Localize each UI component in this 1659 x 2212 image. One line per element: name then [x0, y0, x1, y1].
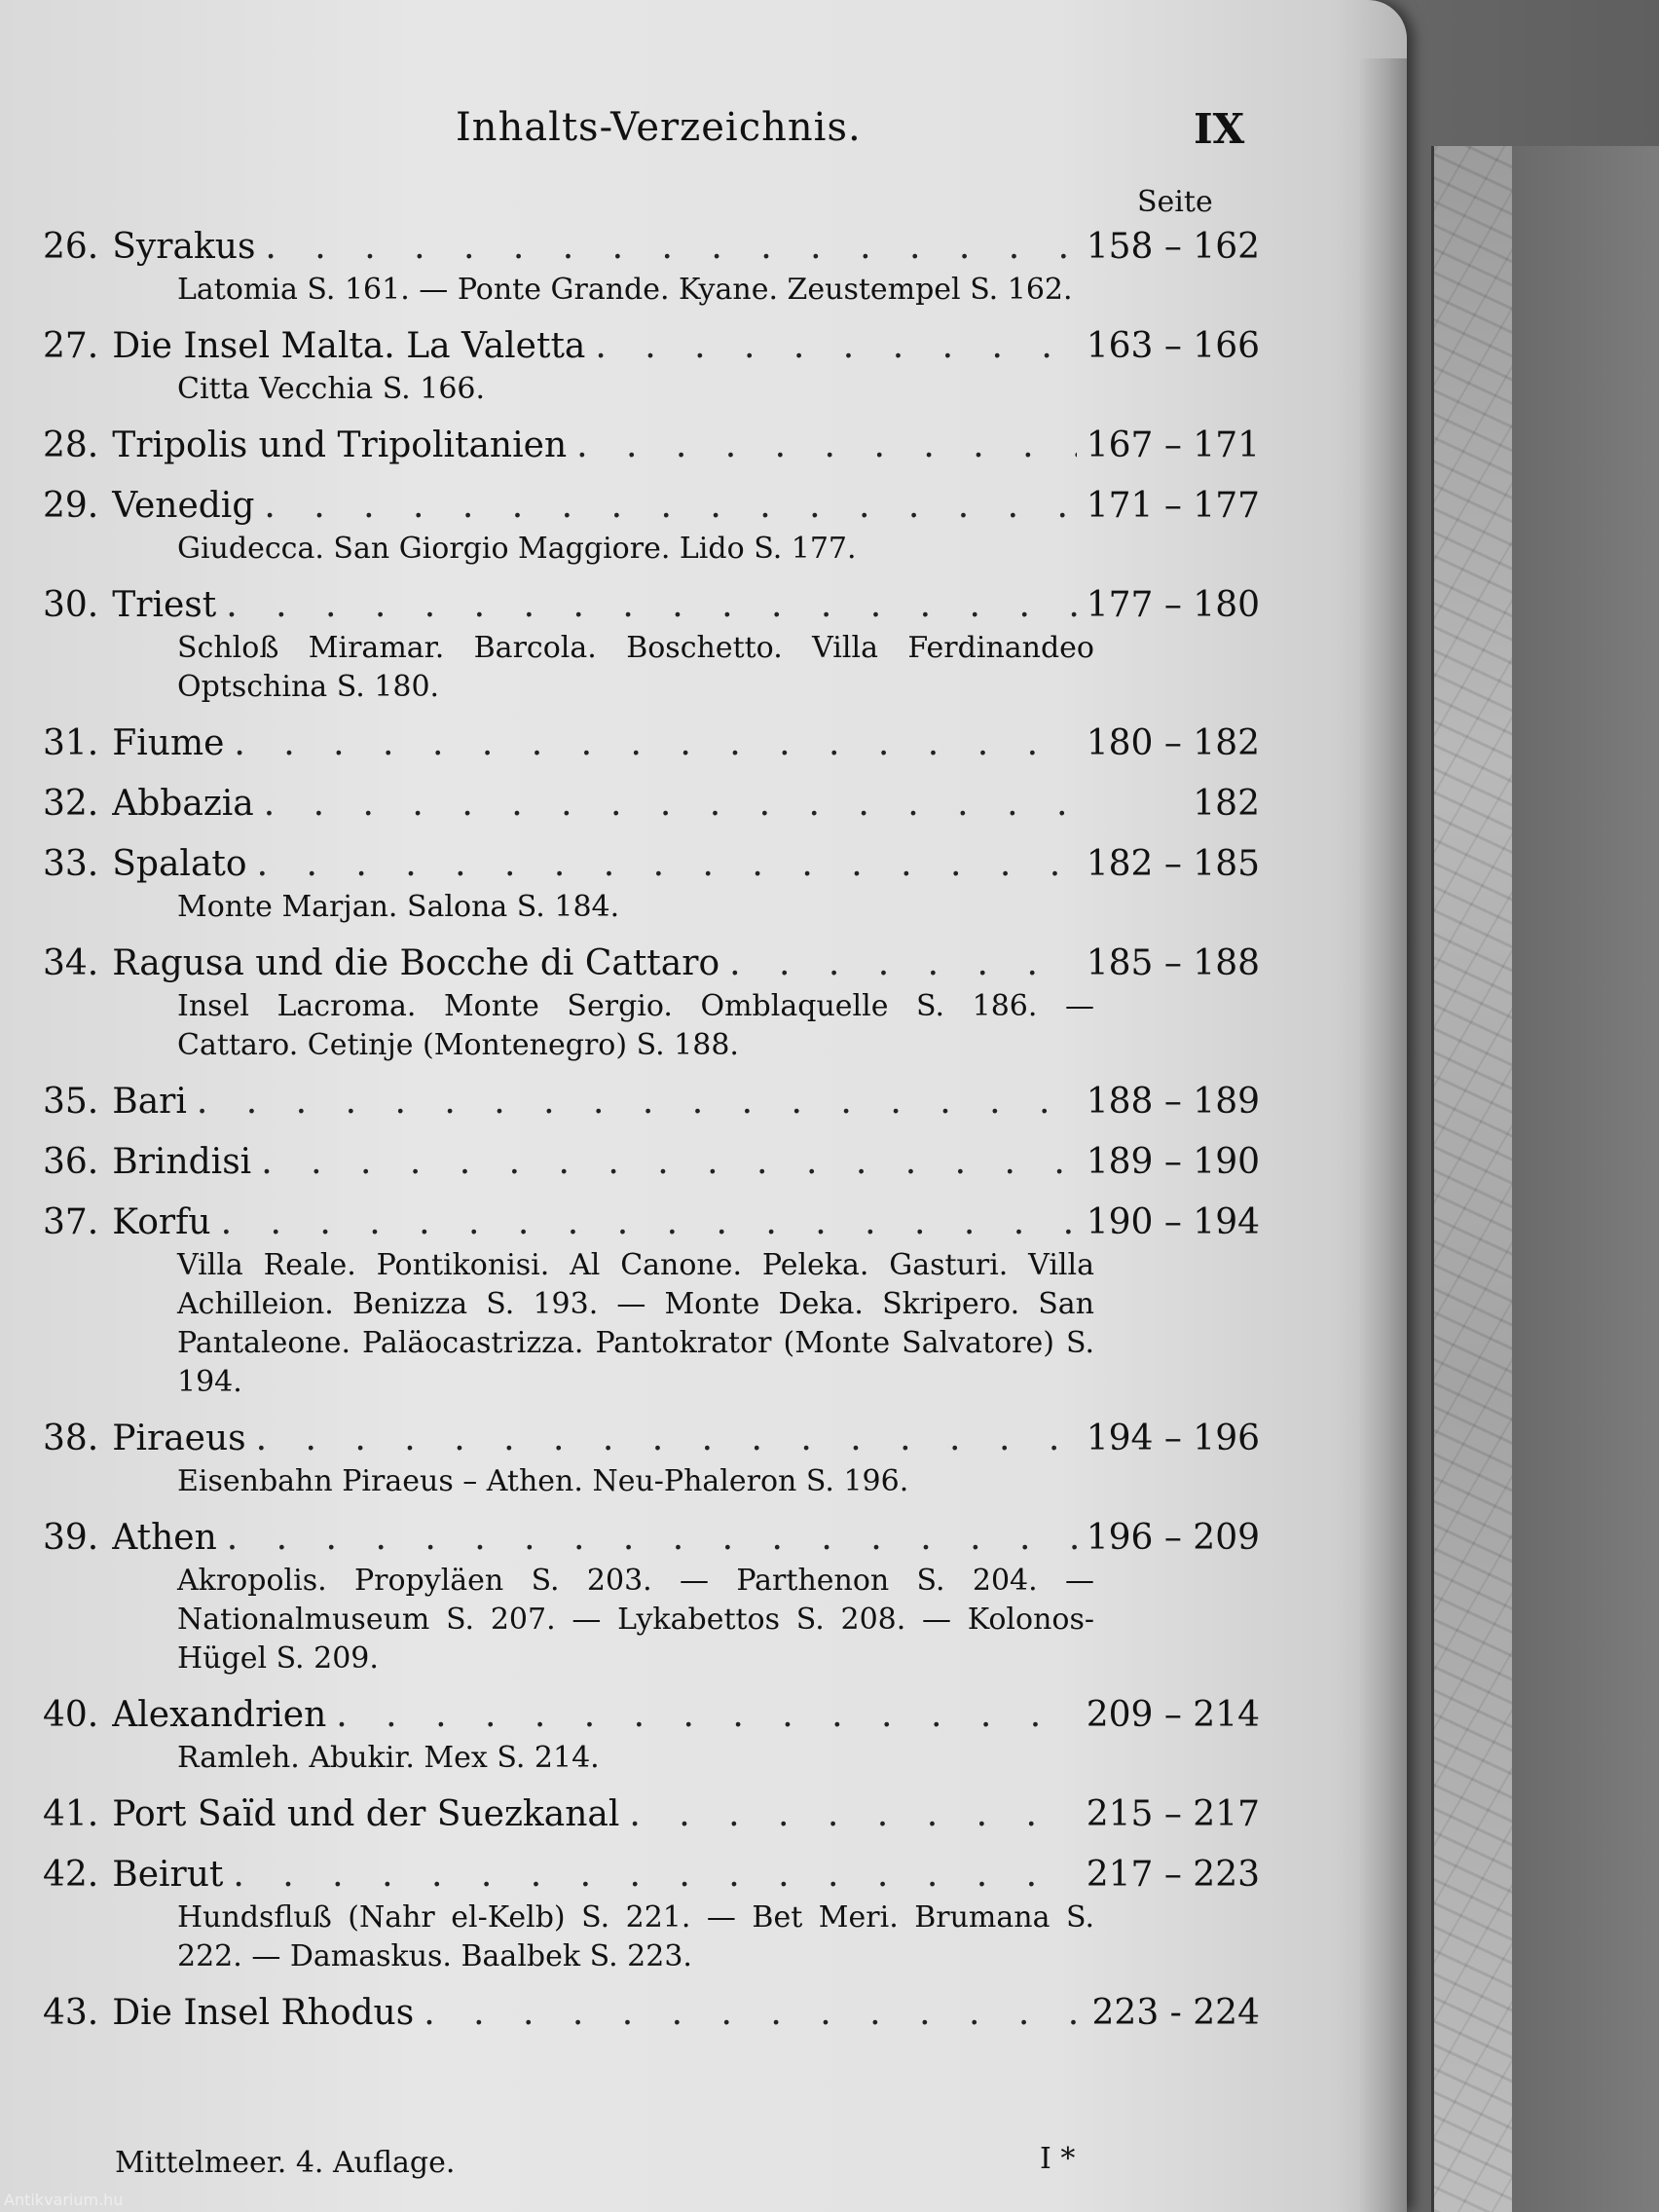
dot-leader [221, 1199, 1077, 1246]
dot-leader [629, 1791, 1076, 1838]
toc-entry-title: Port Saïd und der Suezkanal [112, 1794, 620, 1834]
toc-entry-line [43, 1791, 1260, 1838]
toc-entry-pages: 188 – 189 [1086, 1082, 1260, 1122]
dot-leader [227, 1515, 1077, 1562]
dot-leader [226, 582, 1076, 629]
toc-entry-number: 37. [43, 1202, 99, 1242]
toc-entry-number: 28. [43, 425, 99, 465]
toc-entry [43, 423, 1260, 469]
toc-entry-line [43, 1852, 1260, 1899]
toc-entry-number: 31. [43, 723, 99, 763]
dot-leader [576, 423, 1077, 469]
dot-leader [336, 1692, 1076, 1739]
toc-entry [43, 1515, 1260, 1678]
toc-entry-pages: 182 [1193, 784, 1260, 824]
toc-entry-pages: 217 – 223 [1086, 1855, 1260, 1895]
watermark: Antikvarium.hu [4, 2191, 124, 2209]
toc-entry-pages: 182 – 185 [1086, 844, 1260, 884]
toc-entry-pages: 194 – 196 [1086, 1419, 1260, 1458]
toc-entry-number: 38. [43, 1419, 99, 1458]
dot-leader [261, 1139, 1077, 1186]
toc-entry-subtopics: Latomia S. 161. — Ponte Grande. Kyane. Zeustempel S. 162. [177, 273, 1073, 307]
toc-entry [43, 940, 1260, 1065]
toc-entry [43, 720, 1260, 767]
toc-entry-pages: 158 – 162 [1086, 227, 1260, 267]
toc-entry-number: 42. [43, 1855, 99, 1895]
toc-entry-subtopics: Giudecca. San Giorgio Maggiore. Lido S. 177. [177, 532, 857, 566]
toc-entry-number: 36. [43, 1142, 99, 1182]
toc-entry-title: Ragusa und die Bocche di Cattaro [112, 943, 720, 983]
toc-entry [43, 323, 1260, 409]
toc-entry-pages: 209 – 214 [1086, 1695, 1260, 1735]
toc-entry-title: Alexandrien [112, 1695, 327, 1735]
toc-entry-title: Beirut [112, 1855, 224, 1895]
toc-entry-number: 41. [43, 1794, 99, 1834]
toc-entry-number: 40. [43, 1695, 99, 1735]
toc-entry-subtopics: Villa Reale. Pontikonisi. Al Canone. Peleka. Gasturi. Villa Achilleion. Benizza S. 193. — Monte Deka. Skripero. San Pantaleone. Paläocastrizza. Pantokrator (Monte Salvatore) S. 194. [177, 1248, 1094, 1399]
toc-entry-subtopics: Schloß Miramar. Barcola. Boschetto. Villa Ferdinandeo Optschina S. 180. [177, 631, 1094, 704]
dot-leader [256, 1416, 1077, 1462]
toc-entry-number: 43. [43, 1993, 99, 2033]
toc-entry-line [43, 1199, 1260, 1246]
toc-entry-title: Korfu [112, 1202, 211, 1242]
toc-entry-title: Athen [112, 1518, 217, 1558]
toc-entry-number: 34. [43, 943, 99, 983]
toc-entry-subtopics: Insel Lacroma. Monte Sergio. Omblaquelle S. 186. — Cattaro. Cetinje (Montenegro) S. 188. [177, 989, 1094, 1062]
dot-leader [729, 940, 1077, 987]
signature-right: I * [1040, 2142, 1076, 2176]
dot-leader [233, 1852, 1076, 1899]
page-number: IX [1194, 105, 1245, 153]
toc-entry-title: Spalato [112, 844, 247, 884]
dot-leader [257, 841, 1077, 888]
toc-entry-title: Triest [112, 585, 217, 625]
toc-entry-subtopics: Akropolis. Propyläen S. 203. — Parthenon S. 204. — Nationalmuseum S. 207. — Lykabettos S. 208. — Kolonos-Hügel S. 209. [177, 1564, 1094, 1676]
toc-entry [43, 582, 1260, 707]
table-of-contents [43, 224, 1260, 2050]
toc-entry-line [43, 781, 1260, 828]
toc-entry-title: Syrakus [112, 227, 256, 267]
toc-entry-title: Brindisi [112, 1142, 252, 1182]
dot-leader [265, 224, 1076, 271]
toc-entry [43, 1692, 1260, 1778]
toc-entry-title: Die Insel Malta. La Valetta [112, 326, 586, 366]
toc-entry-line [43, 841, 1260, 888]
toc-entry [43, 1079, 1260, 1125]
toc-entry-subtopics: Ramleh. Abukir. Mex S. 214. [177, 1741, 600, 1775]
running-title: Inhalts-Verzeichnis. [456, 105, 862, 150]
toc-entry-line [43, 582, 1260, 629]
signature-left: Mittelmeer. 4. Auflage. [115, 2146, 456, 2180]
toc-entry-line [43, 224, 1260, 271]
toc-entry [43, 1199, 1260, 1402]
toc-entry [43, 1416, 1260, 1501]
toc-entry-pages: 163 – 166 [1086, 326, 1260, 366]
toc-entry-pages: 185 – 188 [1086, 943, 1260, 983]
toc-entry-line [43, 423, 1260, 469]
toc-entry [43, 1139, 1260, 1186]
toc-entry-number: 35. [43, 1082, 99, 1122]
toc-entry [43, 1852, 1260, 1976]
toc-entry-number: 30. [43, 585, 99, 625]
toc-entry-number: 33. [43, 844, 99, 884]
folded-map-strip [1431, 146, 1659, 2212]
toc-entry-title: Piraeus [112, 1419, 246, 1458]
toc-entry [43, 1990, 1260, 2037]
toc-entry-pages: 223 - 224 [1091, 1993, 1260, 2033]
toc-entry-line [43, 1139, 1260, 1186]
toc-entry-line [43, 1692, 1260, 1739]
toc-entry-title: Die Insel Rhodus [112, 1993, 415, 2033]
toc-entry-line [43, 1079, 1260, 1125]
toc-entry-title: Venedig [112, 486, 255, 526]
toc-entry-number: 26. [43, 227, 99, 267]
page-edge-shadow [1358, 58, 1407, 2212]
toc-entry-title: Bari [112, 1082, 187, 1122]
toc-entry-number: 39. [43, 1518, 99, 1558]
toc-entry-pages: 196 – 209 [1086, 1518, 1260, 1558]
toc-entry-number: 27. [43, 326, 99, 366]
toc-entry-line [43, 1515, 1260, 1562]
toc-entry-title: Tripolis und Tripolitanien [112, 425, 568, 465]
dot-leader [424, 1990, 1082, 2037]
dot-leader [264, 483, 1076, 530]
dot-leader [197, 1079, 1077, 1125]
toc-entry-subtopics: Monte Marjan. Salona S. 184. [177, 890, 620, 924]
toc-entry-line [43, 1990, 1260, 2037]
toc-entry [43, 1791, 1260, 1838]
dot-leader [234, 720, 1076, 767]
toc-entry-subtopics: Citta Vecchia S. 166. [177, 372, 486, 406]
toc-entry-pages: 215 – 217 [1086, 1794, 1260, 1834]
toc-entry-pages: 171 – 177 [1086, 486, 1260, 526]
toc-entry-title: Abbazia [112, 784, 254, 824]
toc-entry [43, 841, 1260, 927]
toc-entry-subtopics: Hundsfluß (Nahr el-Kelb) S. 221. — Bet Meri. Brumana S. 222. — Damaskus. Baalbek S. 223. [177, 1900, 1094, 1973]
toc-entry-line [43, 940, 1260, 987]
toc-entry-pages: 190 – 194 [1086, 1202, 1260, 1242]
toc-entry-pages: 177 – 180 [1086, 585, 1260, 625]
toc-entry-line [43, 720, 1260, 767]
toc-entry-pages: 180 – 182 [1086, 723, 1260, 763]
toc-entry [43, 781, 1260, 828]
toc-entry-line [43, 483, 1260, 530]
dot-leader [264, 781, 1094, 828]
toc-entry-title: Fiume [112, 723, 225, 763]
toc-entry-pages: 167 – 171 [1086, 425, 1260, 465]
background-gap [1512, 146, 1659, 2212]
toc-entry-pages: 189 – 190 [1086, 1142, 1260, 1182]
toc-entry [43, 224, 1260, 310]
toc-entry-line [43, 1416, 1260, 1462]
page-column-label: Seite [1137, 185, 1213, 219]
toc-entry-line [43, 323, 1260, 370]
toc-entry-number: 29. [43, 486, 99, 526]
toc-entry-subtopics: Eisenbahn Piraeus – Athen. Neu-Phaleron S. 196. [177, 1464, 909, 1498]
toc-entry [43, 483, 1260, 569]
dot-leader [595, 323, 1076, 370]
toc-entry-number: 32. [43, 784, 99, 824]
